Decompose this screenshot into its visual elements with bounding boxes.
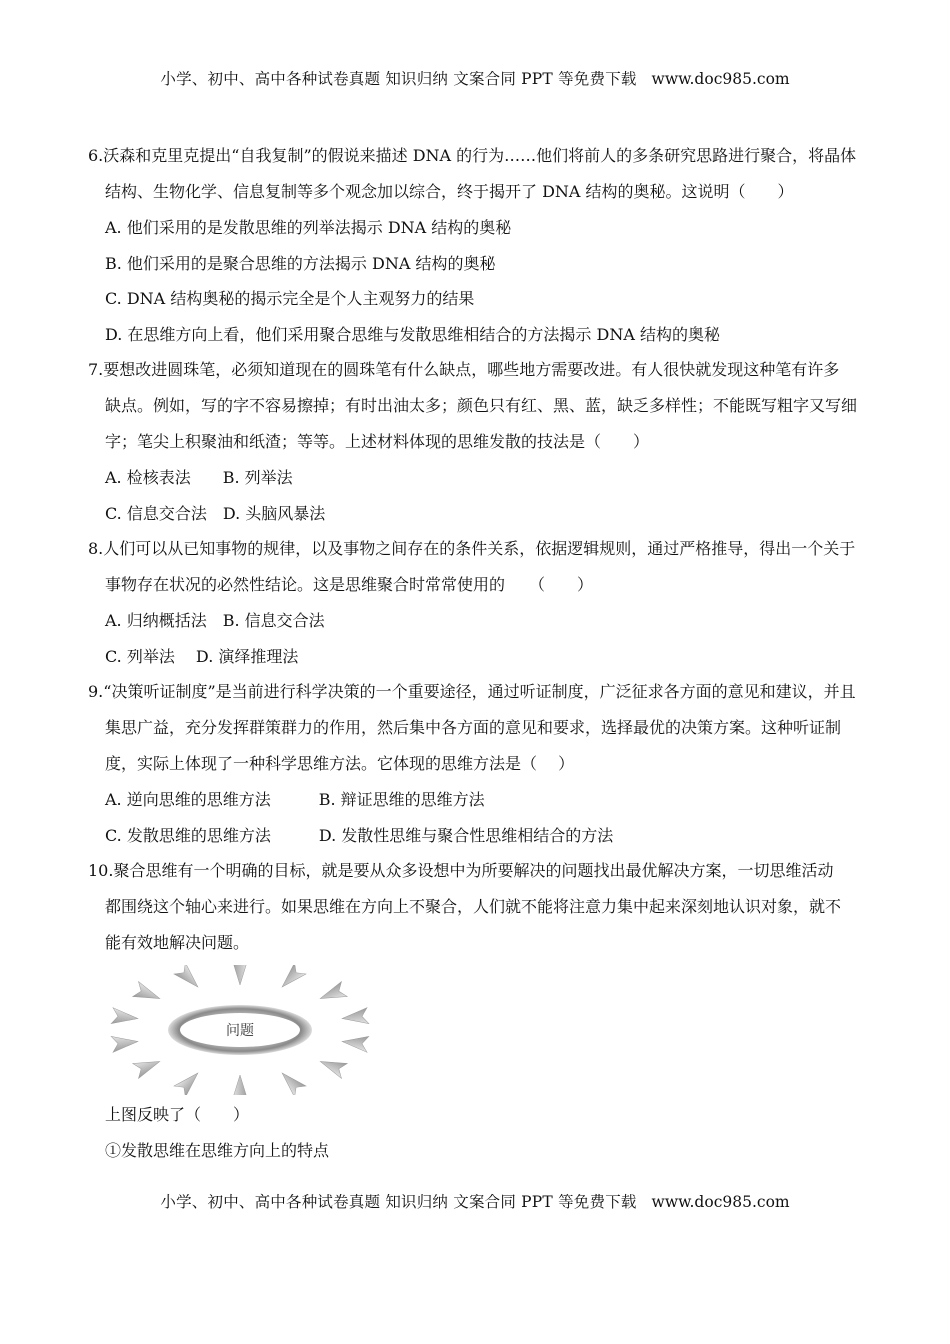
option-line: A. 他们采用的是发散思维的列举法揭示 DNA 结构的奥秘 <box>105 218 512 237</box>
arrow-icon <box>317 982 347 1006</box>
question-10 <box>88 853 878 961</box>
question-line: 度，实际上体现了一种科学思维方法。它体现的思维方法是（ ） <box>105 754 575 773</box>
question-number: 9. <box>88 682 104 701</box>
arrow-icon <box>232 965 248 985</box>
option-line: B. 他们采用的是聚合思维的方法揭示 DNA 结构的奥秘 <box>105 253 496 273</box>
question-line: 缺点。例如，写的字不容易擦掉；有时出油太多；颜色只有红、黑、蓝，缺乏多样性；不能既写粗字又写细 <box>105 396 858 415</box>
page-header <box>0 67 950 89</box>
question-number: 7. <box>88 360 104 379</box>
question-8 <box>88 531 878 603</box>
arrow-icon <box>341 1008 369 1027</box>
question-number: 10. <box>88 861 114 880</box>
arrow-icon <box>341 1034 369 1053</box>
diagram-svg <box>110 965 370 1095</box>
question-number: 8. <box>88 539 104 558</box>
problem-label: 问题 <box>226 1023 254 1039</box>
convergent-thinking-diagram <box>110 965 370 1095</box>
option-line: C. DNA 结构奥秘的揭示完全是个人主观努力的结果 <box>105 289 475 308</box>
question-line: 结构、生物化学、信息复制等多个观念加以综合，终于揭开了 DNA 结构的奥秘。这说明（ ） <box>105 182 794 201</box>
option-line: C. 列举法 D. 演绎推理法 <box>105 646 299 666</box>
question-6 <box>88 138 878 210</box>
arrow-icon <box>276 965 306 993</box>
option-line: A. 检核表法 B. 列举法 <box>105 468 293 487</box>
question-line: 能有效地解决问题。 <box>105 933 250 952</box>
option-line: C. 发散思维的思维方法 D. 发散性思维与聚合性思维相结合的方法 <box>105 825 614 845</box>
question-content <box>88 138 878 1169</box>
arrow-icon <box>317 1054 347 1078</box>
arrow-icon <box>174 965 204 993</box>
arrow-icon <box>174 1067 204 1095</box>
question-line: 聚合思维有一个明确的目标，就是要从众多设想中为所要解决的问题找出最优解决方案，一切思维活动 <box>113 861 834 880</box>
question-line: 都围绕这个轴心来进行。如果思维在方向上不聚合，人们就不能将注意力集中起来深刻地认识对象，就不 <box>105 897 842 916</box>
question-number: 6. <box>88 146 104 165</box>
footer-url[interactable]: www.doc985.com <box>651 1193 790 1211</box>
footer-text: 小学、初中、高中各种试卷真题 知识归纳 文案合同 PPT 等免费下载 <box>160 1193 637 1211</box>
option-line: C. 信息交合法 D. 头脑风暴法 <box>105 503 326 523</box>
header-url[interactable]: www.doc985.com <box>651 70 790 88</box>
option-line: A. 归纳概括法 B. 信息交合法 <box>105 611 325 630</box>
answer-statement: ①发散思维在思维方向上的特点 <box>105 1141 330 1160</box>
question-7 <box>88 352 878 460</box>
page-footer <box>0 1190 950 1212</box>
arrow-icon <box>111 1034 139 1053</box>
arrow-icon <box>232 1075 248 1095</box>
question-line: 人们可以从已知事物的规律，以及事物之间存在的条件关系，依据逻辑规则，通过严格推导，得出一个关于 <box>103 539 856 558</box>
question-line: 事物存在状况的必然性结论。这是思维聚合时常常使用的 （ ） <box>105 575 594 594</box>
question-line: 沃森和克里克提出“自我复制”的假说来描述 DNA 的行为……他们将前人的多条研究思路进行聚合，将晶体 <box>103 146 857 165</box>
option-line: D. 在思维方向上看，他们采用聚合思维与发散思维相结合的方法揭示 DNA 结构的奥秘 <box>105 324 720 344</box>
arrow-icon <box>111 1008 139 1027</box>
question-9 <box>88 674 878 782</box>
option-line: A. 逆向思维的思维方法 B. 辩证思维的思维方法 <box>105 790 485 809</box>
arrow-icon <box>276 1067 306 1095</box>
header-text: 小学、初中、高中各种试卷真题 知识归纳 文案合同 PPT 等免费下载 <box>160 70 637 88</box>
arrow-icon <box>133 982 163 1006</box>
answer-stem: 上图反映了（ ） <box>105 1105 250 1124</box>
arrow-icon <box>133 1054 163 1078</box>
question-line: 要想改进圆珠笔，必须知道现在的圆珠笔有什么缺点，哪些地方需要改进。有人很快就发现这种笔有许多 <box>103 360 840 379</box>
question-line: 字；笔尖上积聚油和纸渣；等等。上述材料体现的思维发散的技法是（ ） <box>105 432 650 451</box>
question-line: 集思广益，充分发挥群策群力的作用，然后集中各方面的意见和要求，选择最优的决策方案。这种听证制 <box>105 718 842 737</box>
question-line: “决策听证制度”是当前进行科学决策的一个重要途径，通过听证制度，广泛征求各方面的意见和建议，并且 <box>103 682 856 701</box>
